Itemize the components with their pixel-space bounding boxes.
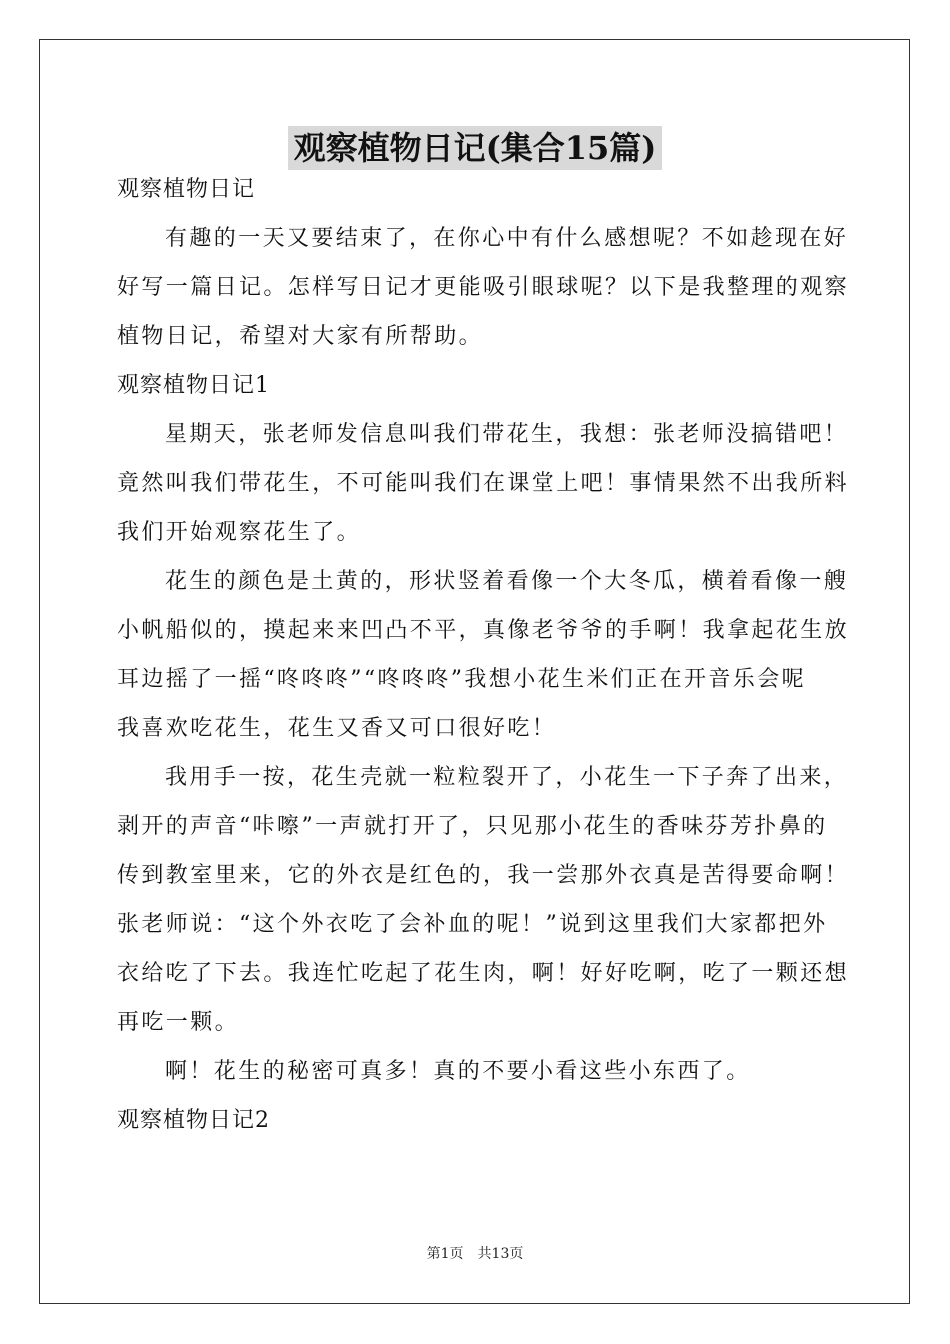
- paragraph-line: 剥开的声音“咔嚓”一声就打开了，只见那小花生的香味芬芳扑鼻的: [117, 814, 828, 839]
- paragraph-line: 啊！花生的秘密可真多！真的不要小看这些小东西了。: [165, 1059, 751, 1084]
- page-footer: [0, 1244, 950, 1264]
- section-heading-2: 观察植物日记2: [117, 1108, 270, 1133]
- paragraph-line: 花生的颜色是土黄的，形状竖着看像一个大冬瓜，横着看像一艘: [165, 569, 849, 594]
- paragraph-line: 张老师说：“这个外衣吃了会补血的呢！”说到这里我们大家都把外: [117, 912, 828, 937]
- section-heading-intro: 观察植物日记: [117, 177, 256, 202]
- paragraph-line: 好写一篇日记。怎样写日记才更能吸引眼球呢？以下是我整理的观察: [117, 275, 850, 300]
- section-heading-1: 观察植物日记1: [117, 373, 270, 398]
- paragraph-line: 我用手一按，花生壳就一粒粒裂开了，小花生一下子奔了出来，: [165, 765, 849, 790]
- paragraph-line: 植物日记，希望对大家有所帮助。: [117, 324, 484, 349]
- paragraph-line: 星期天，张老师发信息叫我们带花生，我想：张老师没搞错吧！: [165, 422, 849, 447]
- paragraph-line: 衣给吃了下去。我连忙吃起了花生肉，啊！好好吃啊，吃了一颗还想: [117, 961, 850, 986]
- page-number: 第1页: [426, 1246, 464, 1262]
- paragraph-line: 我喜欢吃花生，花生又香又可口很好吃！: [117, 716, 557, 741]
- total-pages: 共13页: [477, 1246, 524, 1262]
- document-title: 观察植物日记(集合15篇): [288, 126, 663, 170]
- paragraph-line: 传到教室里来，它的外衣是红色的，我一尝那外衣真是苦得要命啊！: [117, 863, 850, 888]
- paragraph-line: 竟然叫我们带花生，不可能叫我们在课堂上吧！事情果然不出我所料: [117, 471, 850, 496]
- paragraph-line: 小帆船似的，摸起来来凹凸不平，真像老爷爷的手啊！我拿起花生放: [117, 618, 850, 643]
- paragraph-line: 再吃一颗。: [117, 1010, 240, 1035]
- title-container: [0, 126, 950, 170]
- paragraph-line: 我们开始观察花生了。: [117, 520, 362, 545]
- paragraph-line: 耳边摇了一摇“咚咚咚”“咚咚咚”我想小花生米们正在开音乐会呢: [117, 667, 806, 692]
- paragraph-line: 有趣的一天又要结束了，在你心中有什么感想呢？不如趁现在好: [165, 226, 849, 251]
